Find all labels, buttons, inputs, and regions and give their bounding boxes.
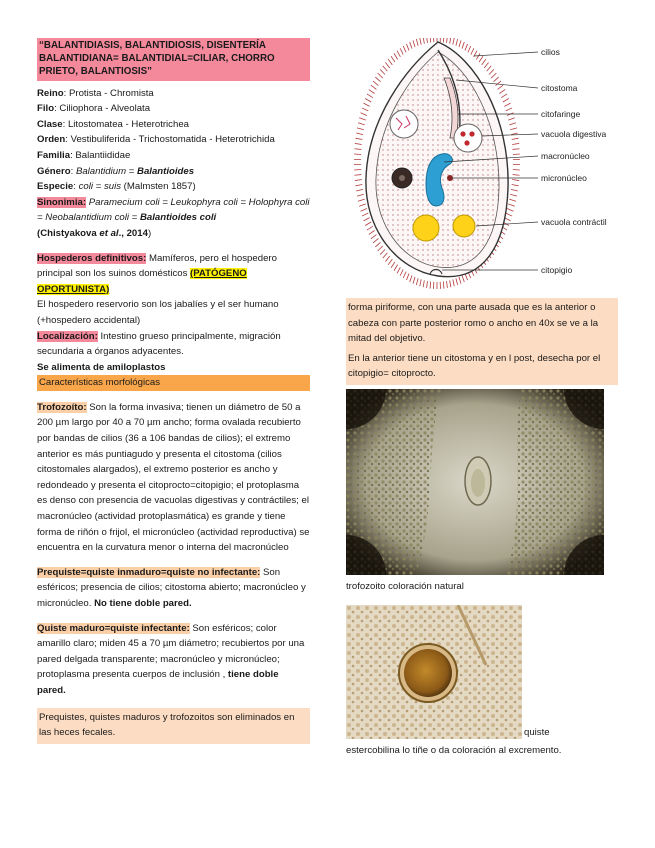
cilium <box>456 39 458 46</box>
cilium <box>487 66 492 71</box>
cilium <box>511 133 518 135</box>
cilium <box>462 275 464 282</box>
cilium <box>369 90 375 94</box>
cilium <box>394 265 398 271</box>
cilium <box>383 66 388 71</box>
trofozoito-paragraph: Trofozoíto: Son la forma invasiva; tienen un diámetro de 50 a 200 µm largo por 40 a 70 µm ancho; forma ovalada recubierto por bandas de cilios (36 a 106 bandas de cilios); el extremo anterior es más puntiagudo y presenta el citostoma (cilios citostomales alargados), el extremo posterior es ancho y redondeado y presenta el citoprocto=citopigio; el protoplasma es denso con presencia de vacuolas digestivas y contráctiles; el macronúcleo (actividad protoplasmática) es grande y tiene forma de riñón o frijol, el micronúcleo (actividad reproductiva) se encuentra en la curvatura menor o interna del macronúcleo <box>37 401 310 554</box>
cilium <box>373 238 378 242</box>
cilium <box>375 242 380 247</box>
contractile-vacuole-left <box>413 215 439 241</box>
photo1-trophozoite-inner <box>471 469 485 497</box>
page-title: “BALANTIDIASIS, BALANTIDIOSIS, DISENTERÍA BALANTIDIANA= BALANTIDIAL=CILIAR, CHORRO PRIETO, BALANTIOSIS” <box>37 38 310 81</box>
cilium <box>443 38 444 42</box>
cilium <box>513 149 520 150</box>
cilium <box>403 272 406 278</box>
cilium <box>465 44 468 51</box>
cilium <box>504 103 510 106</box>
cilium <box>355 184 362 185</box>
cilium <box>482 59 486 65</box>
cilium <box>443 282 444 289</box>
cilium <box>459 40 461 47</box>
cilium <box>410 275 412 282</box>
cilium <box>356 133 363 135</box>
cilium <box>476 53 480 59</box>
cilium <box>358 199 365 201</box>
cilium <box>468 46 471 52</box>
cilium <box>423 38 424 44</box>
cilium <box>420 38 421 45</box>
cilium <box>406 44 409 51</box>
cilium <box>450 280 451 287</box>
cilium <box>416 39 418 46</box>
left-column <box>37 38 310 744</box>
cyst-photo <box>346 605 522 739</box>
cilium <box>375 77 380 82</box>
caption-estercobilina: estercobilina lo tiñe o da coloración al excremento. <box>346 744 562 756</box>
cilium <box>498 85 504 89</box>
cilium <box>403 46 406 52</box>
cilium <box>491 73 496 78</box>
food-vacuole-granule-3 <box>464 140 469 145</box>
dark-vacuole-spot <box>399 175 405 181</box>
label-macronucleo: macronúcleo <box>541 151 590 161</box>
cilium <box>397 267 400 273</box>
taxonomy-clase: Clase: Litostomatea - Heterotrichea <box>37 118 189 130</box>
cilium <box>512 138 519 139</box>
cilium <box>359 118 366 120</box>
label-citofaringe: citofaringe <box>541 109 581 119</box>
cilium <box>355 138 362 139</box>
forma-paragraph <box>346 298 618 385</box>
cilium <box>378 73 383 78</box>
cilium <box>508 118 515 120</box>
trophozoite-photo <box>346 389 604 575</box>
taxonomy <box>37 86 310 242</box>
taxonomy-especie: Especie: coli = suis (Malmsten 1857) <box>37 181 196 193</box>
cilium <box>430 282 431 289</box>
food-vacuole-granule-2 <box>469 131 474 136</box>
taxonomy-reino: Reino: Protista - Chromista <box>37 87 154 99</box>
cilium <box>506 108 512 111</box>
cilium <box>489 69 494 74</box>
cilium <box>365 99 371 103</box>
cilium <box>413 277 415 284</box>
cilium <box>416 278 418 285</box>
label-citopigio: citopigio <box>541 265 573 275</box>
cilium <box>450 38 451 44</box>
cilium <box>357 128 364 130</box>
caption-trofozoito: trofozoito coloración natural <box>346 580 464 592</box>
cilium <box>383 253 388 258</box>
cilium <box>358 123 365 125</box>
cilium <box>512 143 519 144</box>
cilium <box>380 249 385 254</box>
cilium <box>510 128 517 130</box>
cilium <box>367 94 373 98</box>
cilium <box>447 281 448 288</box>
cilium <box>453 38 454 45</box>
section-header-morfologicas: Características morfológicas <box>37 375 310 391</box>
cilium <box>499 90 505 94</box>
cilium <box>400 269 403 275</box>
cilium <box>413 40 415 47</box>
cilium <box>513 175 520 176</box>
cilium <box>496 81 501 85</box>
cilium <box>369 230 375 234</box>
cyst-row <box>346 605 618 739</box>
cilium <box>385 62 389 67</box>
cilium <box>371 85 377 89</box>
cilium <box>360 113 366 116</box>
anterior-text: En la anterior tiene un citostoma y en l post, desecha por el citopigio= citoprocto. <box>348 352 601 380</box>
cilium <box>501 94 507 98</box>
cilium <box>365 222 371 226</box>
cilium <box>394 53 398 59</box>
food-vacuole-granule-1 <box>460 131 465 136</box>
cilium <box>363 103 369 106</box>
quiste-paragraph: Quiste maduro=quiste infectante: Son esféricos; color amarillo claro; miden 45 a 70 µm diámetro; recubiertos por una pared delgada transparente; macronúcleo y micronúcleo; protoplasma presenta cuerpos de inclusión , tiene doble pared. <box>37 622 305 696</box>
cilium <box>430 38 431 42</box>
cilium <box>354 175 361 176</box>
cilium <box>360 209 366 212</box>
balantidium-diagram <box>346 38 618 298</box>
cilium <box>378 246 383 251</box>
cilium <box>471 48 474 54</box>
cilium <box>456 278 458 285</box>
label-micronucleo: micronúcleo <box>541 173 587 183</box>
cilium <box>484 62 488 67</box>
hospederos-paragraph: Hospederos definitivos: Mamíferos, pero el hospedero principal son los suinos domésticos (PATÓGENO OPORTUNISTA) <box>37 252 277 295</box>
label-cilios: cilios <box>541 47 560 57</box>
cilium <box>423 280 424 287</box>
cilium <box>362 213 368 216</box>
cilium <box>447 38 448 43</box>
cilium <box>380 69 385 74</box>
cilium <box>388 259 392 265</box>
cilium <box>391 56 395 62</box>
taxonomy-genero: Género: Balantidium = Balantioides <box>37 165 195 177</box>
cilium <box>367 226 373 230</box>
taxonomy-orden: Orden: Vestibuliferida - Trichostomatida - Heterotrichida <box>37 134 275 146</box>
cilium <box>355 143 362 144</box>
cilium <box>511 189 518 191</box>
caption-quiste: quiste <box>524 726 550 738</box>
cilium <box>512 184 519 185</box>
right-column <box>346 38 618 758</box>
cilium <box>459 277 461 284</box>
label-vacuola-contractil: vacuola contráctil <box>541 217 607 227</box>
cilium <box>462 42 464 49</box>
cilium <box>359 204 366 206</box>
cilium <box>509 123 516 125</box>
cilium <box>506 213 512 216</box>
cilium <box>400 48 403 54</box>
prequiste-paragraph: Prequiste=quiste inmaduro=quiste no infectante: Son esféricos; presencia de cilios; citostoma abierto; macronúcleo y micronúcleo. No tiene doble pared. <box>37 566 306 610</box>
cilium <box>493 77 498 82</box>
cilium <box>371 235 377 239</box>
taxonomy-reference: (Chistyakova et al., 2014) <box>37 227 152 239</box>
cilium <box>507 209 513 212</box>
cilium <box>357 194 364 196</box>
cilium <box>397 51 400 57</box>
eliminacion-note: Prequistes, quistes maduros y trofozoitos son eliminados en las heces fecales. <box>37 708 310 744</box>
cilium <box>503 99 509 103</box>
cilium <box>391 262 395 268</box>
cilium <box>509 199 516 201</box>
cilium <box>410 42 412 49</box>
vacuole-left <box>390 110 418 138</box>
taxonomy-filo: Filo: Ciliophora - Alveolata <box>37 103 151 115</box>
cilium <box>427 38 428 43</box>
cilium <box>355 180 362 181</box>
contractile-vacuole-right <box>453 215 475 237</box>
cilium <box>508 204 515 206</box>
cilium <box>362 108 368 111</box>
label-citostoma: citostoma <box>541 83 578 93</box>
cilium <box>354 149 361 150</box>
taxonomy-sinonimia: Sinonimia: Paramecium coli = Leukophyra coli = Holophyra coli = Neobalantidium coli = Balantioides coli <box>37 196 310 224</box>
localizacion-paragraph: Localización: Intestino grueso principalmente, migración secundaria a órganos adyacentes. <box>37 330 281 358</box>
cilium <box>373 81 378 85</box>
cilium <box>510 194 517 196</box>
cilium <box>453 279 454 286</box>
cilium <box>479 56 483 62</box>
alimenta-line: Se alimenta de amiloplastos <box>37 361 166 373</box>
taxonomy-familia: Familia: Balantiididae <box>37 149 131 161</box>
cilium <box>356 189 363 191</box>
cilium <box>427 281 428 288</box>
reservorio-paragraph: El hospedero reservorio son los jabalíes y el ser humano (+hospedero accidental) <box>37 299 279 326</box>
food-vacuole <box>454 124 482 152</box>
cilium <box>388 59 392 65</box>
cilium <box>420 279 421 286</box>
cilium <box>385 256 389 261</box>
cilium <box>363 218 369 221</box>
cilium <box>512 180 519 181</box>
label-vacuola-digestiva: vacuola digestiva <box>541 129 607 139</box>
leader-cilios <box>474 52 538 56</box>
photo2-cyst-body <box>404 649 452 697</box>
cilium <box>406 274 409 281</box>
forma-text: forma piriforme, con una parte ausada que es la anterior o cabeza con parte posterior romo o ancho en 40x se ve a la mitad del objetivo. <box>348 302 599 345</box>
